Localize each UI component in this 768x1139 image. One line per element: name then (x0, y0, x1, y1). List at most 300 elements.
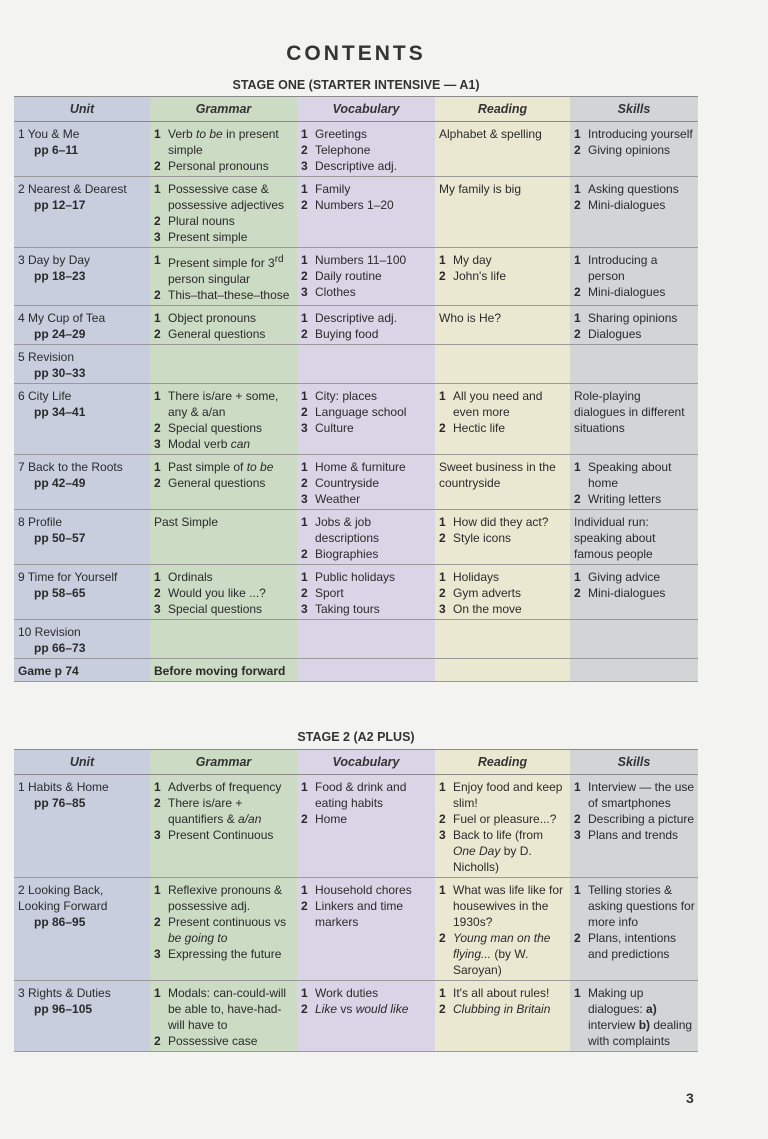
unit-name: 3 Day by Day (18, 253, 91, 267)
item-text: Present simple for 3rd person singular (168, 254, 284, 286)
item-number: 3 (301, 492, 308, 506)
item-text: Style icons (453, 531, 512, 545)
reading-cell (435, 510, 570, 565)
item-number: 2 (574, 143, 581, 157)
list-item (301, 284, 432, 300)
item-number: 3 (154, 947, 161, 961)
item-text: General questions (168, 476, 266, 490)
item-text: Gym adverts (453, 586, 522, 600)
unit-pages: pp 6–11 (34, 143, 79, 157)
item-number: 1 (154, 460, 161, 474)
item-number: 2 (574, 198, 581, 212)
list-item (574, 197, 695, 213)
list-item (301, 475, 432, 491)
list-item (574, 252, 695, 284)
unit-pages: pp 18–23 (34, 269, 86, 283)
list-item (154, 882, 294, 914)
item-text: There is/are + some, any & a/an (168, 389, 279, 419)
list-item (439, 459, 567, 491)
item-number: 1 (574, 780, 581, 794)
item-text: Modal verb can (168, 437, 251, 451)
item-number: 2 (301, 476, 308, 490)
item-number: 2 (301, 586, 308, 600)
table-row (14, 384, 698, 455)
item-number: 2 (301, 327, 308, 341)
column-header-grammar: Grammar (150, 750, 297, 775)
item-text: Food & drink and eating habits (315, 780, 407, 810)
list-item (439, 827, 567, 875)
list-item (301, 181, 432, 197)
list-item (574, 126, 695, 142)
item-number: 1 (154, 182, 161, 196)
reading-cell (435, 620, 570, 659)
item-number: 2 (439, 1002, 446, 1016)
list-item (301, 514, 432, 546)
column-header-reading: Reading (435, 750, 570, 775)
skills-cell (570, 384, 698, 455)
list-item (439, 779, 567, 811)
item-text: Telling stories & asking questions for more info (588, 883, 695, 929)
item-number: 1 (439, 389, 446, 403)
list-item (301, 569, 432, 585)
unit-name: 4 My Cup of Tea (18, 311, 106, 325)
skills-cell (570, 345, 698, 384)
unit-pages: pp 76–85 (34, 796, 86, 810)
reading-cell (435, 177, 570, 248)
item-text: Linkers and time markers (315, 899, 404, 929)
list-item (154, 779, 294, 795)
game-row (14, 659, 698, 682)
item-number: 2 (574, 586, 581, 600)
unit-pages: pp 30–33 (34, 366, 86, 380)
item-number: 1 (154, 986, 161, 1000)
item-number: 3 (154, 828, 161, 842)
grammar-cell (150, 345, 297, 384)
unit-cell (14, 620, 150, 659)
item-number: 1 (301, 460, 308, 474)
unit-name: 1 Habits & Home (18, 780, 109, 794)
unit-cell (14, 565, 150, 620)
item-text: Who is He? (439, 311, 502, 325)
list-item (574, 514, 695, 562)
item-text: Sweet business in the countryside (439, 460, 556, 490)
header-row (14, 750, 698, 775)
item-text: Clothes (315, 285, 356, 299)
list-item (154, 310, 294, 326)
list-item (574, 585, 695, 601)
table-row (14, 248, 698, 306)
skills-cell (570, 565, 698, 620)
item-number: 1 (439, 570, 446, 584)
column-header-vocabulary: Vocabulary (297, 750, 435, 775)
list-item (154, 181, 294, 213)
reading-cell (435, 384, 570, 455)
table-row (14, 775, 698, 878)
unit-pages: pp 12–17 (34, 198, 86, 212)
unit-name: 1 You & Me (18, 127, 80, 141)
reading-cell (435, 565, 570, 620)
unit-name: 6 City Life (18, 389, 72, 403)
unit-name: 3 Rights & Duties (18, 986, 111, 1000)
item-text: Mini-dialogues (588, 586, 666, 600)
reading-cell (435, 345, 570, 384)
list-item (154, 795, 294, 827)
stage-one-heading: STAGE ONE (STARTER INTENSIVE — A1) (232, 78, 480, 92)
item-text: Like vs would like (315, 1002, 409, 1016)
item-number: 1 (301, 253, 308, 267)
item-text: Past Simple (154, 515, 219, 529)
skills-cell (570, 659, 698, 682)
item-number: 1 (154, 253, 161, 267)
item-number: 2 (154, 796, 161, 810)
item-number: 2 (154, 1034, 161, 1048)
list-item (439, 601, 567, 617)
item-number: 1 (301, 986, 308, 1000)
list-item (301, 459, 432, 475)
item-number: 2 (574, 812, 581, 826)
list-item (301, 898, 432, 930)
item-text: Describing a picture (588, 812, 695, 826)
item-number: 2 (154, 421, 161, 435)
item-text: Individual run: speaking about famous people (574, 515, 656, 561)
column-header-grammar: Grammar (150, 97, 297, 122)
item-number: 2 (574, 492, 581, 506)
list-item (439, 420, 567, 436)
page-number: 3 (686, 1090, 694, 1106)
list-item (154, 126, 294, 158)
column-header-unit: Unit (14, 750, 150, 775)
unit-pages: pp 86–95 (34, 915, 86, 929)
vocabulary-cell (297, 177, 435, 248)
list-item (301, 1001, 432, 1017)
item-number: 3 (154, 602, 161, 616)
unit-name: 9 Time for Yourself (18, 570, 118, 584)
list-item (154, 420, 294, 436)
skills-cell (570, 455, 698, 510)
list-item (154, 475, 294, 491)
item-number: 2 (574, 327, 581, 341)
item-text: Numbers 1–20 (315, 198, 394, 212)
item-text: Biographies (315, 547, 379, 561)
list-item (574, 827, 695, 843)
item-number: 2 (154, 327, 161, 341)
item-text: Present simple (168, 230, 248, 244)
unit-cell (14, 177, 150, 248)
list-item (439, 930, 567, 978)
item-text: My family is big (439, 182, 522, 196)
item-number: 2 (574, 285, 581, 299)
item-text: Greetings (315, 127, 368, 141)
item-text: Public holidays (315, 570, 396, 584)
stage-two-table (14, 749, 698, 1052)
list-item (574, 310, 695, 326)
list-item (574, 326, 695, 342)
table-row (14, 455, 698, 510)
table-row (14, 306, 698, 345)
item-text: Weather (315, 492, 361, 506)
item-text: Possessive case & possessive adjectives (168, 182, 285, 212)
unit-cell (14, 248, 150, 306)
item-number: 2 (301, 899, 308, 913)
vocabulary-cell (297, 306, 435, 345)
table-row (14, 620, 698, 659)
item-number: 2 (301, 269, 308, 283)
skills-cell (570, 306, 698, 345)
vocabulary-cell (297, 455, 435, 510)
item-text: Possessive case (168, 1034, 258, 1048)
item-number: 3 (301, 421, 308, 435)
list-item (301, 142, 432, 158)
list-item (574, 882, 695, 930)
item-number: 3 (301, 159, 308, 173)
unit-pages: pp 66–73 (34, 641, 86, 655)
reading-cell (435, 306, 570, 345)
item-text: Home & furniture (315, 460, 406, 474)
item-number: 1 (574, 570, 581, 584)
list-item (439, 514, 567, 530)
item-number: 2 (301, 143, 308, 157)
column-header-skills: Skills (570, 750, 698, 775)
item-text: Verb to be in present simple (168, 127, 279, 157)
item-number: 2 (301, 198, 308, 212)
list-item (439, 569, 567, 585)
skills-cell (570, 981, 698, 1052)
item-number: 1 (574, 883, 581, 897)
item-number: 2 (154, 214, 161, 228)
grammar-cell (150, 455, 297, 510)
vocabulary-cell (297, 510, 435, 565)
column-header-unit: Unit (14, 97, 150, 122)
list-item (301, 985, 432, 1001)
item-number: 1 (301, 780, 308, 794)
item-text: Household chores (315, 883, 412, 897)
item-number: 1 (301, 127, 308, 141)
item-number: 3 (439, 602, 446, 616)
list-item (574, 569, 695, 585)
list-item (154, 514, 294, 530)
grammar-cell (150, 510, 297, 565)
item-number: 1 (154, 311, 161, 325)
unit-cell (14, 659, 150, 682)
item-text: Language school (315, 405, 407, 419)
item-number: 1 (574, 127, 581, 141)
item-text: Jobs & job descriptions (315, 515, 380, 545)
unit-cell (14, 384, 150, 455)
game-label: Game p 74 (18, 664, 79, 678)
list-item (301, 882, 432, 898)
item-number: 2 (439, 421, 446, 435)
grammar-cell (150, 878, 297, 981)
skills-cell (570, 878, 698, 981)
list-item (301, 388, 432, 404)
list-item (301, 268, 432, 284)
list-item (574, 779, 695, 811)
item-number: 1 (574, 253, 581, 267)
vocabulary-cell (297, 565, 435, 620)
list-item (574, 459, 695, 491)
list-item (574, 491, 695, 507)
table-row (14, 565, 698, 620)
list-item (301, 126, 432, 142)
unit-cell (14, 122, 150, 177)
item-text: What was life like for housewives in the 1930s? (453, 883, 564, 929)
item-number: 2 (301, 1002, 308, 1016)
item-text: Hectic life (453, 421, 506, 435)
item-text: Young man on the flying... (by W. Saroyan) (453, 931, 551, 977)
stage-one-table (14, 96, 698, 682)
item-text: Descriptive adj. (315, 159, 398, 173)
grammar-cell (150, 306, 297, 345)
item-text: Speaking about home (588, 460, 672, 490)
unit-name: 7 Back to the Roots (18, 460, 123, 474)
unit-name: 2 Nearest & Dearest (18, 182, 127, 196)
item-text: Interview — the use of smartphones (588, 780, 695, 810)
item-number: 2 (439, 586, 446, 600)
unit-pages: pp 58–65 (34, 586, 86, 600)
unit-pages: pp 34–41 (34, 405, 86, 419)
vocabulary-cell (297, 981, 435, 1052)
item-text: City: places (315, 389, 378, 403)
item-text: Writing letters (588, 492, 662, 506)
vocabulary-cell (297, 620, 435, 659)
table-row (14, 345, 698, 384)
item-number: 3 (301, 285, 308, 299)
item-number: 3 (301, 602, 308, 616)
column-header-skills: Skills (570, 97, 698, 122)
skills-cell (570, 775, 698, 878)
list-item (574, 284, 695, 300)
reading-cell (435, 981, 570, 1052)
item-text: Family (315, 182, 351, 196)
vocabulary-cell (297, 775, 435, 878)
item-text: Asking questions (588, 182, 679, 196)
item-text: Giving opinions (588, 143, 671, 157)
item-number: 1 (301, 182, 308, 196)
item-text: Countryside (315, 476, 380, 490)
item-text: Personal pronouns (168, 159, 269, 173)
item-text: Mini-dialogues (588, 198, 666, 212)
item-text: There is/are + quantifiers & a/an (168, 796, 262, 826)
item-text: John's life (453, 269, 506, 283)
item-number: 2 (154, 915, 161, 929)
item-number: 1 (301, 515, 308, 529)
list-item (154, 985, 294, 1033)
list-item (154, 213, 294, 229)
unit-cell (14, 878, 150, 981)
item-text: Daily routine (315, 269, 382, 283)
grammar-cell (150, 565, 297, 620)
grammar-cell (150, 620, 297, 659)
item-text: General questions (168, 327, 266, 341)
list-item (301, 491, 432, 507)
list-item (439, 310, 567, 326)
item-text: All you need and even more (453, 389, 543, 419)
item-text: On the move (453, 602, 522, 616)
item-text: Enjoy food and keep slim! (453, 780, 563, 810)
unit-name: 8 Profile (18, 515, 63, 529)
skills-cell (570, 248, 698, 306)
item-number: 1 (439, 253, 446, 267)
item-text: Introducing a person (588, 253, 658, 283)
item-text: Descriptive adj. (315, 311, 398, 325)
unit-cell (14, 455, 150, 510)
list-item (301, 158, 432, 174)
item-text: Plural nouns (168, 214, 235, 228)
item-number: 2 (439, 931, 446, 945)
list-item (439, 268, 567, 284)
unit-cell (14, 510, 150, 565)
item-text: Taking tours (315, 602, 380, 616)
item-number: 1 (301, 883, 308, 897)
item-text: This–that–these–those (168, 288, 290, 302)
unit-name: 2 Looking Back, Looking Forward (18, 883, 108, 913)
item-text: Sharing opinions (588, 311, 678, 325)
list-item (301, 546, 432, 562)
list-item (439, 1001, 567, 1017)
item-text: How did they act? (453, 515, 549, 529)
item-number: 2 (154, 586, 161, 600)
item-number: 2 (574, 931, 581, 945)
item-text: Modals: can-could-will be able to, have-had-will have to (168, 986, 287, 1032)
item-number: 1 (301, 311, 308, 325)
list-item (154, 287, 294, 303)
item-text: Sport (315, 586, 344, 600)
item-number: 1 (301, 570, 308, 584)
list-item (439, 388, 567, 420)
unit-cell (14, 981, 150, 1052)
item-text: Object pronouns (168, 311, 257, 325)
list-item (154, 388, 294, 420)
item-text: Expressing the future (168, 947, 282, 961)
item-text: Present Continuous (168, 828, 274, 842)
item-text: Past simple of to be (168, 460, 274, 474)
list-item (439, 585, 567, 601)
list-item (301, 811, 432, 827)
list-item (154, 158, 294, 174)
list-item (439, 252, 567, 268)
list-item (301, 404, 432, 420)
vocabulary-cell (297, 384, 435, 455)
skills-cell (570, 620, 698, 659)
list-item (574, 930, 695, 962)
grammar-cell (150, 775, 297, 878)
item-text: Plans and trends (588, 828, 679, 842)
game-grammar: Before moving forward (154, 664, 286, 678)
item-number: 3 (154, 437, 161, 451)
table-row (14, 878, 698, 981)
item-number: 1 (439, 780, 446, 794)
skills-cell (570, 177, 698, 248)
list-item (574, 811, 695, 827)
unit-cell (14, 306, 150, 345)
list-item (301, 310, 432, 326)
list-item (574, 181, 695, 197)
list-item (439, 985, 567, 1001)
list-item (301, 326, 432, 342)
item-text: Ordinals (168, 570, 213, 584)
item-text: Adverbs of frequency (168, 780, 282, 794)
vocabulary-cell (297, 878, 435, 981)
column-header-vocabulary: Vocabulary (297, 97, 435, 122)
grammar-cell (150, 384, 297, 455)
vocabulary-cell (297, 122, 435, 177)
unit-name: 5 Revision (18, 350, 75, 364)
grammar-cell (150, 177, 297, 248)
vocabulary-cell (297, 345, 435, 384)
list-item (154, 827, 294, 843)
item-number: 2 (154, 476, 161, 490)
item-number: 1 (154, 127, 161, 141)
